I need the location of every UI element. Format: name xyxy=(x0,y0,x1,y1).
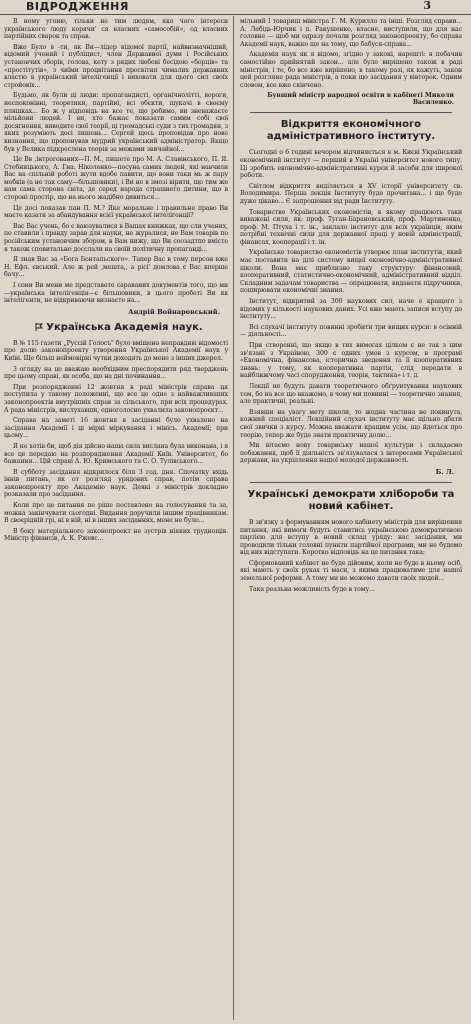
right-column xyxy=(240,18,462,596)
article-paragraph: Інститут, відкритий за 300 наукових сил, наче е кращого з відомих у кількості наукових даних. Усі вже мають записи вступу до інституту... xyxy=(240,298,462,321)
article-heading: Українські демократи хлібороби та новий кабінет. xyxy=(247,488,455,512)
article-paragraph: З огляду на це вважаю необхідним преспорядити ряд тверджень про цьому справі, як особа, що на дні починання... xyxy=(4,365,228,381)
article-paragraph: Справа на заметі 16 жовтня в засіданні було ухвалено на засідання Академії і ці мірні міркування і мінісь. Академії; при цьому... xyxy=(4,417,228,440)
article-paragraph: Коли про це питання пе ріше поставлено на голосування та за, можна закінчувати сьогодні. Видання доручили іншим працівникам. В своєрідній грі, ні в ній, ні в інших засіданнях, мене не було... xyxy=(4,502,228,525)
article-paragraph: Це Вв ,інтрогованих—П. М., пишете про М. А. Славінського, П. Я. Стебницького, А. Гна. Ніколенко—посуна самих людей, які навчили Вас на спільній роботі жути вдобе павити, що вони таки мь ж пару мобків (а не так саму—більшовики), і Ви не в змозі вірити, що тим же нам сама сторона світа, де серед народа страшнего дитини, що в стороні простір, що на нього жадібно дивиться... xyxy=(4,156,228,202)
article-paragraph: Українське товариство економістів утворює план інститутів, який має поставити на ділі систему вищої економічно-адміністративної школи. Вона має приблизно таку структуру: фінансовий, кооперативний, статистично-економічний, адміністративний відділ. Складним задачам товариства — опрацювати, видавати підручники, поширювати економічні знання. xyxy=(240,249,462,295)
article-paragraph: Така реальна можливість буде в тому... xyxy=(249,585,375,593)
article-paragraph: Лекції не будуть давати теоретичного обґрунтування наукових тем, бо на все що вкажемо, в чому ми повинні — теоретично знання, але практичні, реальні. xyxy=(240,382,462,406)
newspaper-title: ВІДРОДЖЕННЯ xyxy=(26,0,129,13)
article-paragraph: Світлом відкриття виділяється в ХV історії університету св. Володимира. Перша лекція Інституту буде прочитана... і ще буде дуже цікаво... Є запрошення від ради Інституту. xyxy=(240,182,462,205)
article-signature: Б. Л. xyxy=(435,467,454,476)
article-paragraph: Я знав Вас за «Бога Бонтапьского». Тапер Вас в тому персон вже Н. Ефл. євський. Але ж рей ,мешта,, а рісі' домлова є Вас вперше бачу... xyxy=(4,256,228,279)
article-paragraph: При розпорядженні 12 жовтня в раді міністрів справа ця поступила у такому положенні, що все це одне з найважливіших законопроектів внутрішніх справ за сільського, при всіх процедурах. А рада міністрів, вислухавши, одноголосно ухвалила законопроєкт... xyxy=(4,383,228,414)
section-rule xyxy=(250,482,452,483)
article-paragraph: В субботу засідання відкрилося біля 3 год. дня. Спочатку вхідь іннів питань, як от розгляд урядових справ, потім справа законопроекту про Академію наук. Деякі з міністрів докладно розказали про засідання. xyxy=(4,468,228,499)
article-paragraph: В боку матеріального законопроект не зустрів ніяких труднощів. Міністр фінансів, А. К. Ржевс... xyxy=(4,527,228,543)
article-heading xyxy=(4,322,228,334)
article-paragraph: Сформований кабінет не буде дійовим, коли не буде в ньому осіб, які мають у своїх руках ті маси, з якими працюватиме для нашої земельної реформи. А тому ми не можемо давати своїх людей... xyxy=(240,559,462,583)
masthead xyxy=(0,0,471,15)
article-paragraph: Вже Було в -ти, як Ви—лідер відомої партії, найвизначніший, відомий учений і публіцист, член Державної думи і Російських установчих зборів, голова, кету з рядих любові бесідою «борців» та «простітутів», з чиїми процвітання просвітня чималих державних властю в український інтелігенції і виховати для цього сил своїх стройовіх... xyxy=(4,43,228,89)
article-heading: Відкриття економічного адміністративного інституту. xyxy=(266,119,436,143)
column-divider xyxy=(233,16,234,1020)
article-signature: Бувший міністр народної освіти в кабінеті Миколи Василенко. xyxy=(267,92,454,107)
page-number: 3 xyxy=(423,0,431,12)
article-paragraph: І сони Ви мени ме представете сараваних документів того, що ми—українська інтелігенція—є більшовики, в цього пробеті Ви як інтелігенти, не відкриваючи визнаєте на... xyxy=(4,282,228,305)
left-column xyxy=(4,18,228,546)
article-paragraph: Я не хотів би, щоб дія дійсно наша сила вислана була виконана, і я все це передаю на розпорядження Академії Київ. Університет, бо бажання... Цій справі А. Ю. Кримського та С. О. Тулівського... xyxy=(4,442,228,466)
article-paragraph: Взявши на увагу мету школи, то жодна частина не покинута, кожний спеціаліст. Лекційний слухач інституту має щільно дбати свої звички з курсу. Можна вважати кращим усім, що йдеться про теорію, тепер же буде знати практичну долю... xyxy=(240,408,462,439)
article-paragraph: В зв'язку з формуванням нового кабінету міністрів для вирішення питання, які вимоги будуть ставитись українською демократичною партією для вступу в новий склад уряду: нас засідання, ми проводили тільки головні пункти партійної програми, ми не будемо від них відступати. Коротко відповідь на це питання така: xyxy=(240,518,462,557)
section-rule xyxy=(250,112,452,113)
article-paragraph: Всі слухачі інституту повинні зробити три вищих курси: в осінній — діяльності... xyxy=(240,323,462,339)
article-paragraph: Товариство Українських економістів, в якому працюють таки виважені сили, як: проф. Туган-Барановський, проф. Мартиненко, проф. М. Птуха і т. ін., заклало інститут для всіх українців, яким потрібні технічні сили для державної праці у новій адміністрації, фінансах, кооперації і т. ін. xyxy=(240,208,462,246)
article-paragraph: При створенні, що якщо в тих вимогах цілком є не так з цим зв'язані з Україною, 300 є одних умов з курсом, в програмі «Економічна, фінансова, історична зведення та її кооперативних знань: у тому, як кооперативна партія, слід передати в найближчому часі спорудження, теорія, тактика» і т. д. xyxy=(240,342,462,380)
article-paragraph: В ному угоню, тільки не тим людям, яко чого інтереси українського люду корячи' ся власних «самособій», од власних партійних сварок та справ. xyxy=(4,18,228,41)
flag-icon xyxy=(35,323,43,331)
article-signature: Андрій Войнаровський. xyxy=(128,307,220,316)
article-paragraph: Ми вітаємо нову товариську нашої культури і складаємо побажання, щоб її діяльність зв'язувалася з інтересами Української держави, на укріплення нашої молодої державності. xyxy=(240,442,462,465)
article-paragraph: Сьогодні о 6 годині вечором відчиняється в м. Києві Український економічний інститут — перший в Україні університет нового типу. Ці зробить економічно-адміністративні курси й засоби для широкої роботи. xyxy=(240,149,462,180)
article-paragraph: Академія наук як я відомо, згідно у законі, нарешті: я побачив самостійно прийнятий закон... але було вирішено також в раді міністрів, і те, бо все вже вирішено, в такому разі, як кажуть, закон цей розгляне рада міністрів, а поки що засідання у вівторок. Одним словом, все вже скінчено. xyxy=(240,51,462,89)
article-paragraph: Це досі показав пан П. М.? Яке моральне і правильне право Ви маєте казати за абандування всієї української інтелігенції? xyxy=(4,204,228,220)
article-paragraph: Вас Вас учень, бо є ваюзувалися в Вашах книжках, що сли учених, по ставили і правду зарав для науки, не журалися, не Вам товарів по російським установчим збором, в Вам нижу, що Ви соозадтпо вмісте я також сповитально досслали на своїй політичну пропаганді... xyxy=(4,222,228,253)
article-paragraph: мільний I товариш міністра Г. М. Курилло та інші. Розгляд справи... А. Лебідь-Юрчик і п. Ракушенко, власне, виступили, що для нас головне — щоб ми одразу почали розгляд законопроекту, бо справа Академії наук, важко ще на тому, що бабуся-справа... xyxy=(240,18,462,48)
article-heading-text: Українська Академія наук. xyxy=(46,321,203,333)
article-paragraph: В № 115 газети „Руссій Голосъ" було вміщено неправдиві відомості про долю законопроекту утворення Української Академії наук у Київі. Ще більш неймовірні чутки доходять до мене з інших джерел. xyxy=(4,339,228,362)
article-paragraph: Будьмо, як були ці люди: пропагандисті, органічнолітті, вороги, неспоконівні, теоретики, партійні, всі обєкти, шукачі в своєму пляшках... Бо ж у відповідь на все те, що робимо, ви зневажаєте мільйони людей. І ви, хто бажає показати самим собі свої досягнення, виводите свої теорії, ці громадські суди з тих громадян, з яких розуміють досі лишень... Сергей щось проповідав про нове визнання, що пропонував мудрий український адміністратор. Якщо був у Велика підкреслена теорія за межами звичайної... xyxy=(4,92,228,153)
